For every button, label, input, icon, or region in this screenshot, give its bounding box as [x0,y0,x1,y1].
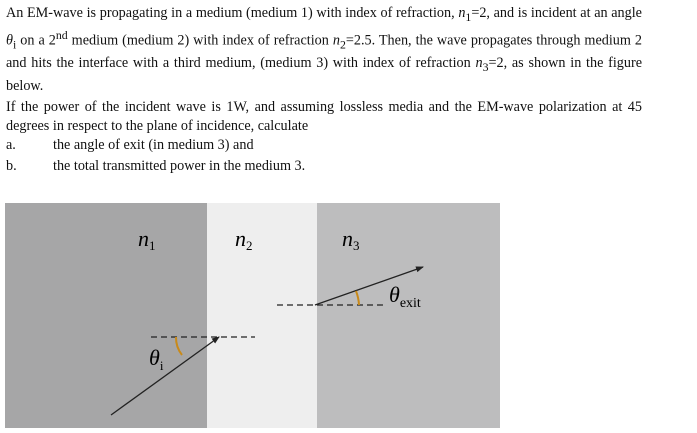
medium-2-region [207,203,317,428]
question-text-a: the angle of exit (in medium 3) and [53,137,254,154]
question-label-a: a. [6,137,16,154]
intro-text-2: =2, and is incident at an angle [471,5,642,21]
n2-subscript: 2 [339,37,346,52]
question-item-b [6,156,642,177]
n3-label: n3 [342,226,360,253]
n2-symbol: n [332,33,340,50]
theta-i-symbol: θ [6,33,13,50]
problem-statement [6,4,642,177]
medium-1-region [5,203,207,428]
intro-text-4: medium (medium 2) with index of refraction [67,33,333,50]
question-text-b: the total transmitted power in the medium 3. [53,158,306,175]
theta-exit-label: $\theta_{exit}$ [389,282,421,311]
n1-label: n1 [138,226,156,253]
problem-task: If the power of the incident wave is 1W, and assuming lossless media and the EM-wave polarization at 45 degrees in respect to the plane of incidence, calculate [6,99,642,134]
refraction-diagram [5,203,500,428]
theta-i-label: $\theta_i$ [149,345,164,373]
n2-label: n2 [235,226,253,253]
theta-i-subscript: i [12,37,17,52]
refraction-figure [5,203,500,428]
n1-subscript: 1 [465,9,472,24]
question-item-a [6,135,642,156]
intro-text-3: on a 2 [16,33,56,50]
intro-text-5: =2.5. Then, the wave propagates through medium 2 and hits the interface with a third medium, (medium 3) with index of refraction [6,33,642,72]
intro-text-1: An EM-wave is propagating in a medium (medium 1) with index of refraction, [6,5,459,21]
intro-text-6: =2, as shown in the figure below. [6,55,642,94]
problem-intro [6,4,642,95]
n3-subscript: 3 [482,60,489,75]
n3-symbol: n [475,55,483,72]
question-label-b: b. [6,158,17,175]
nd-superscript: nd [55,28,68,43]
n1-symbol: n [458,5,466,21]
question-list [6,135,642,177]
